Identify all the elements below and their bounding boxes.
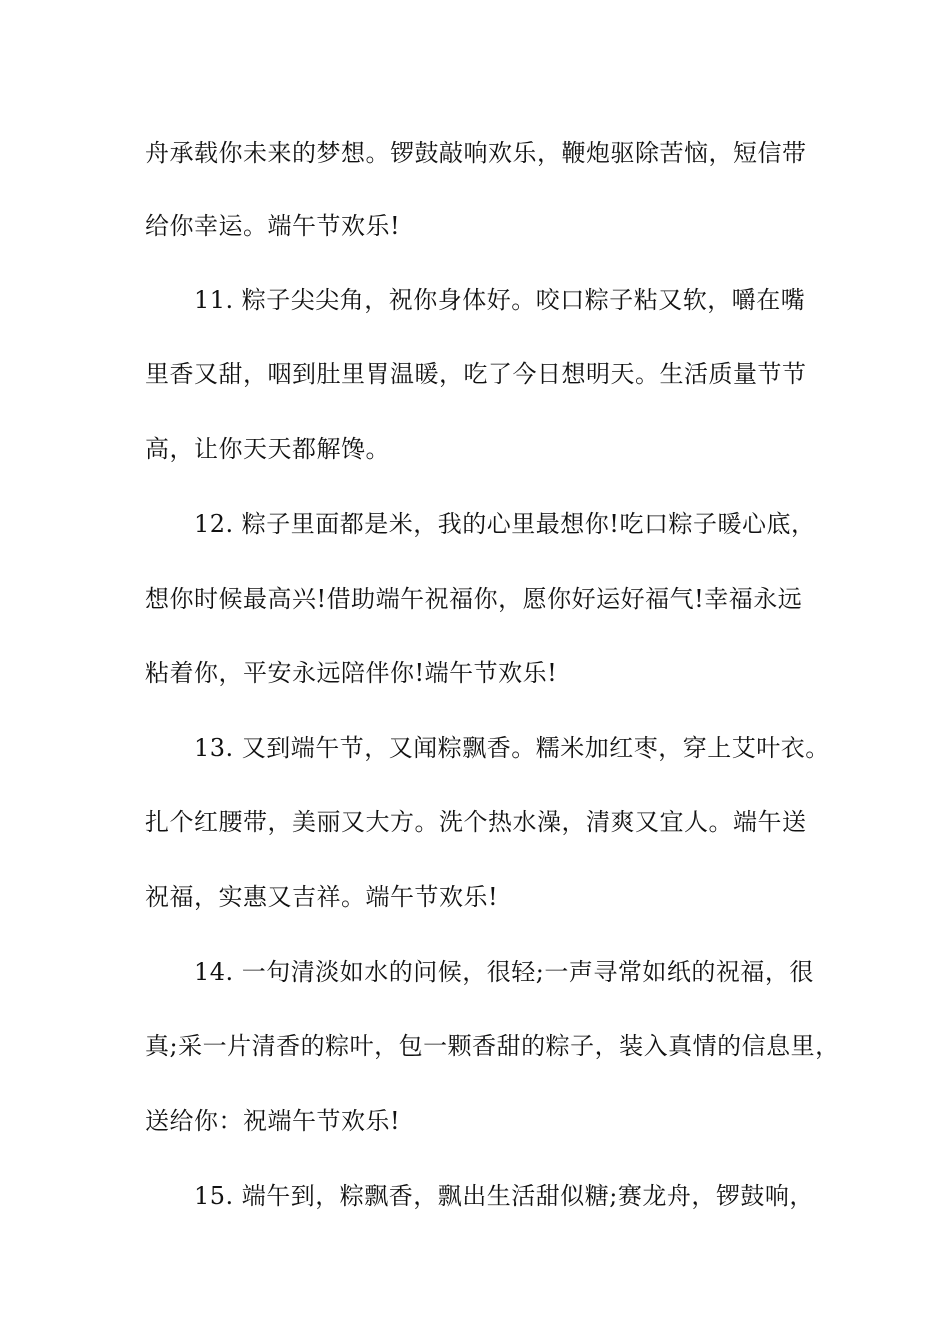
text-line: 12. 粽子里面都是米，我的心里最想你!吃口粽子暖心底， bbox=[145, 510, 816, 538]
text-line: 扎个红腰带，美丽又大方。洗个热水澡，清爽又宜人。端午送 bbox=[145, 808, 807, 836]
text-line: 送给你：祝端午节欢乐! bbox=[145, 1107, 401, 1135]
text-line: 给你幸运。端午节欢乐! bbox=[145, 212, 401, 240]
text-line: 13. 又到端午节，又闻粽飘香。糯米加红枣，穿上艾叶衣。 bbox=[145, 734, 830, 762]
text-line: 11. 粽子尖尖角，祝你身体好。咬口粽子粘又软，嚼在嘴 bbox=[145, 286, 806, 314]
text-line: 里香又甜，咽到肚里胃温暖，吃了今日想明天。生活质量节节 bbox=[145, 360, 807, 388]
text-line: 真;采一片清香的粽叶，包一颗香甜的粽子，装入真情的信息里， bbox=[145, 1032, 840, 1060]
text-line: 粘着你，平安永远陪伴你!端午节欢乐! bbox=[145, 659, 558, 687]
text-line: 祝福，实惠又吉祥。端午节欢乐! bbox=[145, 883, 499, 911]
text-line: 想你时候最高兴!借助端午祝福你，愿你好运好福气!幸福永远 bbox=[145, 585, 803, 613]
text-line: 15. 端午到，粽飘香，飘出生活甜似糖;赛龙舟，锣鼓响， bbox=[145, 1182, 814, 1210]
text-line: 高，让你天天都解馋。 bbox=[145, 435, 390, 463]
text-line: 14. 一句清淡如水的问候，很轻;一声寻常如纸的祝福，很 bbox=[145, 958, 814, 986]
text-line: 舟承载你未来的梦想。锣鼓敲响欢乐，鞭炮驱除苦恼，短信带 bbox=[145, 139, 807, 167]
